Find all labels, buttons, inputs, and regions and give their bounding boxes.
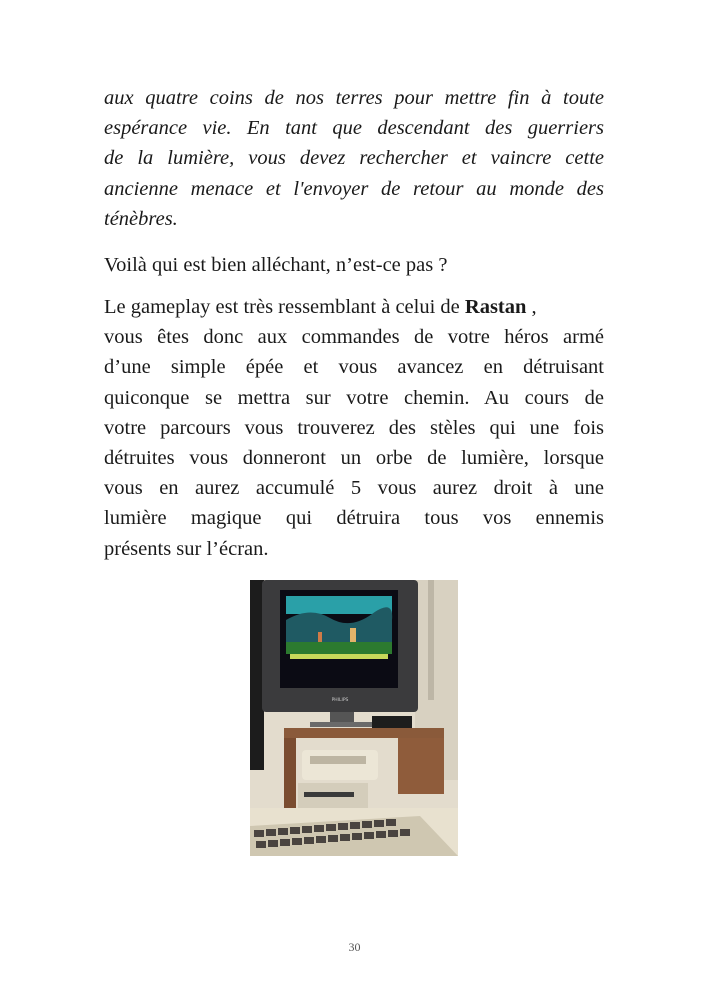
- shelf-right-panel: [398, 738, 444, 794]
- text-line: lumière magique qui détruira tous vos ennemis: [104, 507, 604, 530]
- text-line: vous en aurez accumulé 5 vous aurez droit à une: [104, 477, 604, 500]
- shelf-top: [284, 728, 444, 738]
- text-line: quiconque se mettra sur votre chemin. Au cours de: [104, 386, 604, 409]
- text-line: espérance vie. En tant que descendant des guerriers: [104, 117, 604, 140]
- window-edge: [428, 580, 434, 700]
- black-device: [372, 716, 412, 728]
- page-number: 30: [348, 940, 361, 954]
- text-line: votre parcours vous trouverez des stèles qui une fois: [104, 416, 604, 439]
- game-title-rastan: Rastan: [464, 296, 527, 318]
- text-run: Le gameplay est très ressemblant à celui de: [104, 296, 465, 318]
- text-line: [104, 292, 604, 322]
- text-line: détruites vous donneront un orbe de lumière, lorsque: [104, 447, 604, 470]
- text-line: de la lumière, vous devez rechercher et vaincre cette: [104, 147, 604, 170]
- question-paragraph: Voilà qui est bien alléchant, n’est-ce pas ?: [104, 254, 448, 276]
- text-line: vous êtes donc aux commandes de votre héros armé: [104, 326, 604, 349]
- text-line: présents sur l’écran.: [104, 537, 269, 560]
- monitor-base: [310, 722, 374, 727]
- text-line: d’une simple épée et vous avancez en détruisant: [104, 356, 604, 379]
- intro-italic-paragraph: [104, 83, 604, 234]
- text-run: ,: [526, 296, 537, 318]
- game-ground: [290, 654, 388, 659]
- text-line: ancienne menace et l'envoyer de retour au monde des: [104, 177, 604, 200]
- dark-side-object: [250, 580, 264, 770]
- game-platform: [286, 642, 392, 654]
- gameplay-paragraph: [104, 292, 604, 564]
- disk-slot: [304, 792, 354, 797]
- game-enemy: [318, 632, 322, 642]
- text-line: ténèbres.: [104, 207, 178, 230]
- photo-illustration: [250, 580, 458, 856]
- text-line: aux quatre coins de nos terres pour mettre fin à toute: [104, 87, 604, 109]
- shelf-left-leg: [284, 738, 296, 808]
- monitor-brand: PHILIPS: [331, 698, 349, 703]
- datasette-window: [310, 756, 366, 764]
- game-hud: [286, 664, 392, 686]
- datasette: [302, 750, 378, 780]
- game-hero: [350, 628, 356, 642]
- retro-computer-photo: [250, 580, 458, 856]
